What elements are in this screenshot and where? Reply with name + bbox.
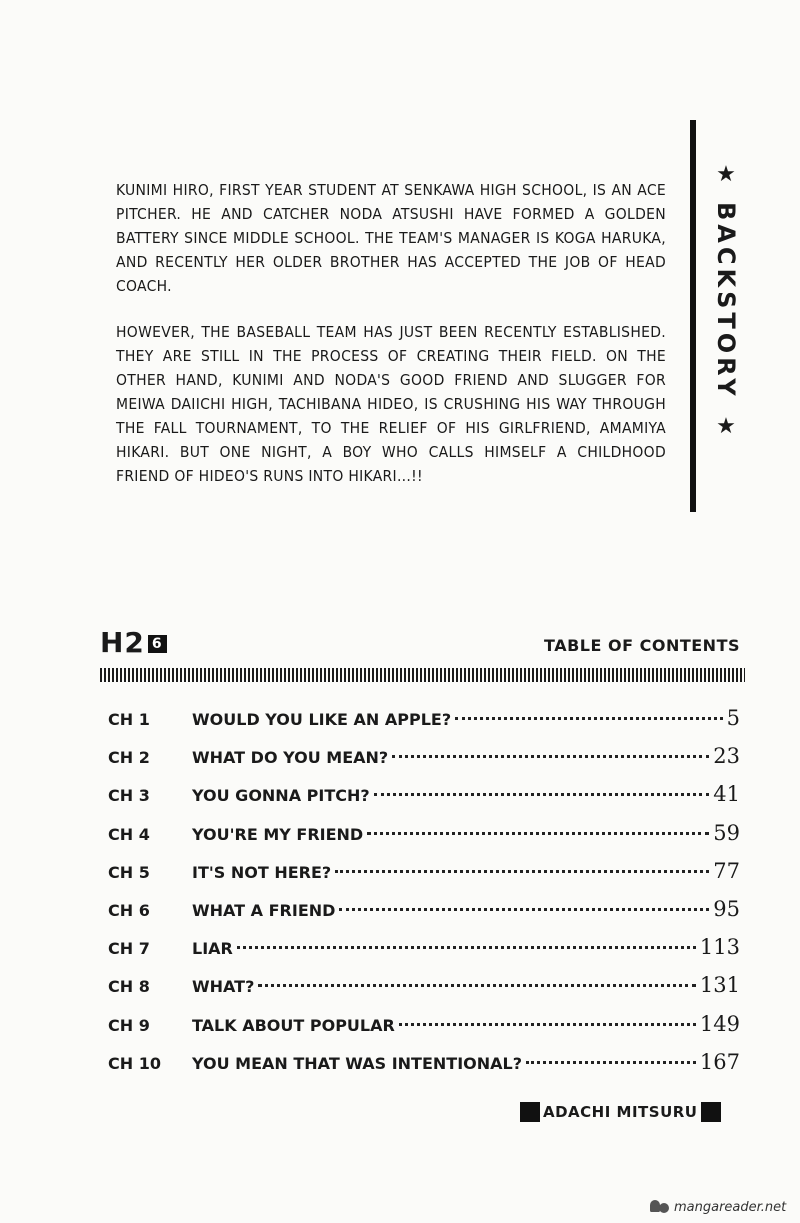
dot-leader: [374, 793, 710, 796]
chapter-number: CH 6: [108, 900, 150, 920]
backstory-divider: [690, 120, 696, 512]
toc-list: [108, 706, 740, 1088]
toc-row: [108, 706, 740, 744]
black-square-icon: [701, 1102, 721, 1122]
backstory-label: BACKSTORY: [712, 202, 740, 400]
chapter-number: CH 2: [108, 748, 150, 768]
chapter-title: YOU MEAN THAT WAS INTENTIONAL?: [192, 1053, 523, 1073]
toc-row: [108, 821, 740, 859]
logo-text: H2: [100, 626, 145, 659]
backstory-side-label: [710, 162, 742, 440]
chapter-page: 23: [713, 744, 740, 769]
toc-row: [108, 859, 740, 897]
toc-row: [108, 782, 740, 820]
star-icon: ★: [716, 413, 736, 439]
series-logo: [100, 626, 167, 659]
dot-leader: [367, 832, 709, 835]
chapter-title: YOU'RE MY FRIEND: [192, 824, 364, 844]
chapter-page: 131: [699, 973, 740, 998]
chapter-number: CH 3: [108, 786, 150, 806]
chapter-page: 167: [699, 1049, 740, 1074]
chapter-page: 95: [713, 896, 740, 921]
decorative-ruler: [100, 668, 745, 682]
chapter-title: LIAR: [192, 939, 233, 959]
dot-leader: [258, 984, 696, 987]
toc-header: [100, 626, 740, 662]
backstory-paragraph-1: KUNIMI HIRO, FIRST YEAR STUDENT AT SENKAWA HIGH SCHOOL, IS AN ACE PITCHER. HE AND CATCHER NODA ATSUSHI HAVE FORMED A GOLDEN BATTERY SINCE MIDDLE SCHOOL. THE TEAM'S MANAGER IS KOGA HARUKA, AND RECENTLY HER OLDER BROTHER HAS ACCEPTED THE JOB OF HEAD COACH.: [116, 181, 666, 295]
chapter-title: WHAT?: [192, 977, 255, 997]
chapter-title: WHAT A FRIEND: [192, 900, 336, 920]
watermark-text: mangareader.net: [674, 1199, 787, 1215]
dot-leader: [392, 755, 709, 758]
dot-leader: [526, 1061, 696, 1064]
toc-row: [108, 1012, 740, 1050]
chapter-number: CH 8: [108, 977, 150, 997]
toc-row: [108, 1050, 740, 1088]
chapter-number: CH 1: [108, 710, 150, 729]
chapter-page: 59: [713, 820, 740, 845]
toc-row: [108, 973, 740, 1011]
chapter-number: CH 10: [108, 1053, 161, 1073]
dot-leader: [335, 870, 709, 873]
chapter-title: WHAT DO YOU MEAN?: [192, 748, 389, 768]
chapter-number: CH 7: [108, 939, 150, 959]
chapter-number: CH 5: [108, 862, 150, 882]
volume-number: 6: [148, 635, 167, 653]
chapter-title: IT'S NOT HERE?: [192, 862, 332, 882]
toc-row: [108, 897, 740, 935]
mangareader-logo-icon: [648, 1198, 670, 1216]
dot-leader: [237, 946, 696, 949]
chapter-title: YOU GONNA PITCH?: [192, 786, 370, 806]
star-icon: ★: [716, 162, 736, 187]
dot-leader: [399, 1023, 696, 1026]
toc-title: TABLE OF CONTENTS: [544, 636, 740, 655]
backstory-text: [116, 178, 666, 510]
toc-row: [108, 935, 740, 973]
chapter-page: 41: [713, 782, 740, 807]
watermark: [648, 1198, 786, 1216]
chapter-page: 5: [726, 706, 740, 730]
backstory-paragraph-2: HOWEVER, THE BASEBALL TEAM HAS JUST BEEN RECENTLY ESTABLISHED. THEY ARE STILL IN THE PROCESS OF CREATING THEIR FIELD. ON THE OTHER HAND, KUNIMI AND NODA'S GOOD FRIEND AND SLUGGER FOR MEIWA DAIICHI HIGH, TACHIBANA HIDEO, IS CRUSHING HIS WAY THROUGH THE FALL TOURNAMENT, TO THE RELIEF OF HIS GIRLFRIEND, AMAMIYA HIKARI. BUT ONE NIGHT, A BOY WHO CALLS HIMSELF A CHILDHOOD FRIEND OF HIDEO'S RUNS INTO HIKARI...!!: [116, 323, 666, 485]
author-credit: [520, 1102, 721, 1122]
toc-row: [108, 744, 740, 782]
chapter-title: WOULD YOU LIKE AN APPLE?: [192, 710, 452, 729]
chapter-page: 77: [713, 858, 740, 883]
black-square-icon: [520, 1102, 540, 1122]
chapter-number: CH 4: [108, 824, 150, 844]
chapter-page: 113: [699, 935, 740, 960]
chapter-title: TALK ABOUT POPULAR: [192, 1015, 395, 1035]
author-name: ADACHI MITSURU: [543, 1103, 698, 1121]
dot-leader: [339, 908, 709, 911]
chapter-number: CH 9: [108, 1015, 150, 1035]
dot-leader: [455, 717, 723, 720]
chapter-page: 149: [699, 1011, 740, 1036]
